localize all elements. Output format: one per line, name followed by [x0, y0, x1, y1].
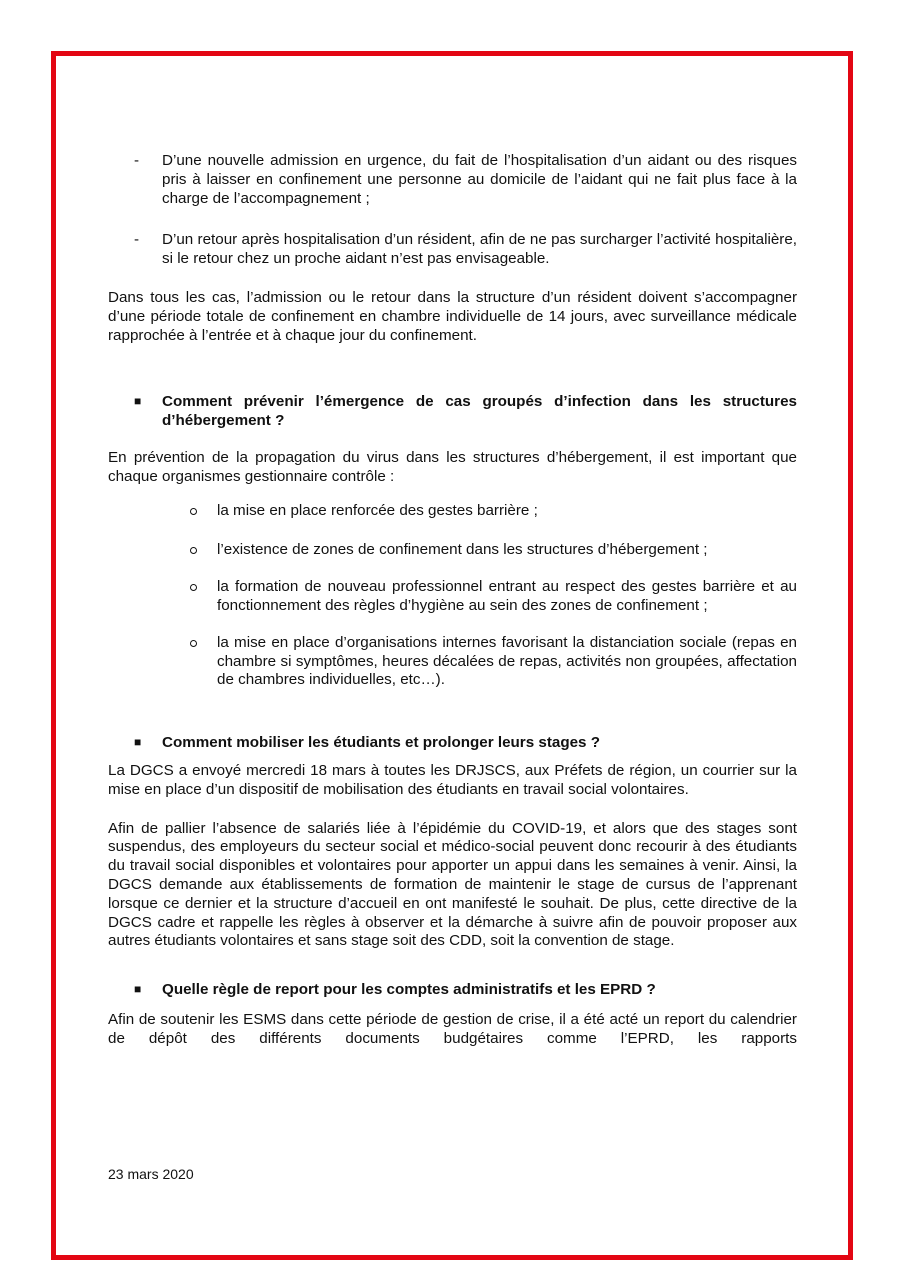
list-item-text: l’existence de zones de confinement dans les structures d’hébergement ; [217, 541, 708, 559]
dash-marker: - [134, 152, 140, 169]
section-heading-prevention [108, 393, 797, 431]
list-item [108, 578, 797, 616]
square-bullet-icon: ■ [134, 982, 142, 997]
paragraph-cases: Dans tous les cas, l’admission ou le retour dans la structure d’un résident doivent s’accompagner d’une période totale de confinement en chambre individuelle de 14 jours, avec surveillance médicale rapprochée à l’entrée et à chaque jour du confinement. [108, 288, 797, 344]
circle-bullet-icon [190, 508, 197, 515]
heading-text: Quelle règle de report pour les comptes administratifs et les EPRD ? [162, 981, 656, 999]
dash-marker: - [134, 231, 140, 249]
list-item-text: la mise en place d’organisations internes favorisant la distanciation sociale (repas en chambre si symptômes, heures décalées de repas, activités non groupées, affectation de chambres individuelles, etc…). [217, 633, 797, 689]
list-item [108, 231, 797, 269]
circle-bullet-icon [190, 547, 197, 554]
list-item-text: la mise en place renforcée des gestes barrière ; [217, 501, 538, 519]
list-item-text: la formation de nouveau professionnel entrant au respect des gestes barrière et au fonctionnement des règles d’hygiène au sein des zones de confinement ; [217, 578, 797, 614]
list-item [108, 152, 797, 208]
section-heading-accounts [108, 981, 797, 1000]
heading-text: Comment prévenir l’émergence de cas groupés d’infection dans les structures d’hébergement ? [162, 393, 797, 430]
footer-date: 23 mars 2020 [108, 1166, 194, 1182]
heading-text: Comment mobiliser les étudiants et prolonger leurs stages ? [162, 734, 601, 752]
list-item [108, 634, 797, 690]
circle-bullet-icon [190, 584, 197, 591]
paragraph-students-mobilisation: Afin de pallier l’absence de salariés liée à l’épidémie du COVID-19, et alors que des stages sont suspendus, des employeurs du secteur social et médico-social peuvent donc recourir à des étudiants du travail social disponibles et volontaires pour apporter un appui dans les semaines à venir. Ainsi, la DGCS demande aux établissements de formation de maintenir le stage de cursus de l’apprenant lorsque ce dernier et la structure d’accueil en ont manifesté le souhait. De plus, cette directive de la DGCS cadre et rappelle les règles à observer et la démarche à suivre afin de pouvoir proposer aux autres étudiants volontaires et sans stage soit des CDD, soit la convention de stage. [108, 819, 797, 950]
list-item-text: D’une nouvelle admission en urgence, du fait de l’hospitalisation d’un aidant ou des risques pris à laisser en confinement une personne au domicile de l’aidant qui ne fait plus face à la charge de l’accompagnement ; [162, 152, 797, 207]
circle-bullet-icon [190, 640, 197, 647]
document-body [108, 152, 797, 1070]
list-item [108, 502, 797, 521]
paragraph-report: Afin de soutenir les ESMS dans cette période de gestion de crise, il a été acté un report du calendrier de dépôt des différents documents budgétaires comme l’EPRD, les rapports [108, 1010, 797, 1047]
paragraph-prevention-intro: En prévention de la propagation du virus dans les structures d’hébergement, il est important que chaque organismes gestionnaire contrôle : [108, 448, 797, 485]
section-heading-students [108, 734, 797, 753]
list-item-text: D’un retour après hospitalisation d’un résident, afin de ne pas surcharger l’activité hospitalière, si le retour chez un proche aidant n’est pas envisageable. [162, 231, 797, 268]
square-bullet-icon: ■ [134, 394, 142, 409]
prevention-list [108, 502, 797, 691]
paragraph-dgcs-letter: La DGCS a envoyé mercredi 18 mars à toutes les DRJSCS, aux Préfets de région, un courrier sur la mise en place d’un dispositif de mobilisation des étudiants en travail social volontaires. [108, 761, 797, 798]
list-item [108, 541, 797, 560]
square-bullet-icon: ■ [134, 735, 142, 750]
